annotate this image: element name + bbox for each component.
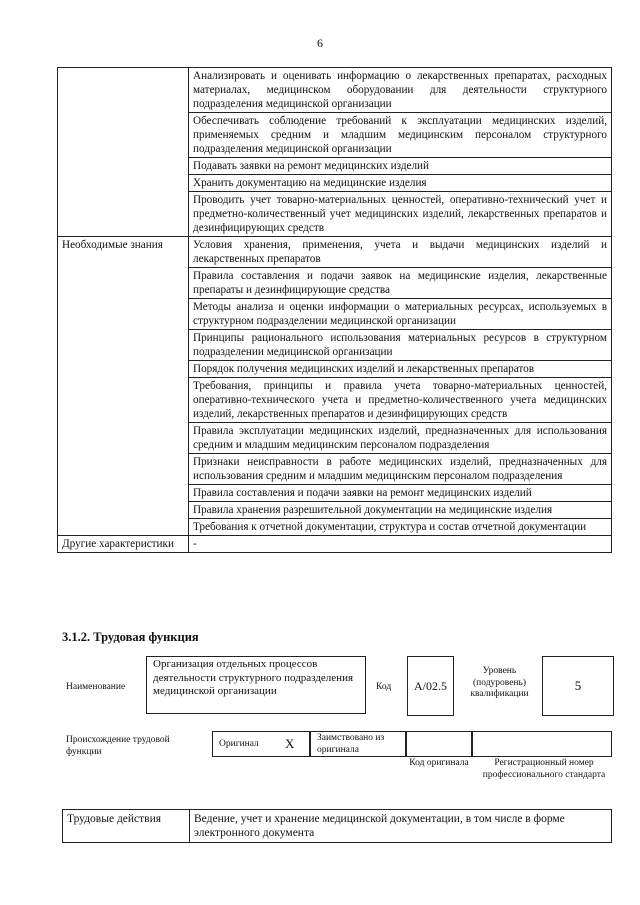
- requirements-item: Требования, принципы и правила учета товарно-материальных ценностей, оперативно-технического учета и предметно-количественного учета медицинских изделий, лекарственных препаратов и дезинфицирующих средств: [189, 378, 612, 423]
- original-code-cell: [406, 731, 472, 757]
- original-mark: X: [285, 736, 295, 751]
- requirements-table: [57, 67, 612, 553]
- page-number: 6: [317, 36, 323, 50]
- requirements-item: Правила хранения разрешительной документации на медицинские изделия: [189, 502, 612, 519]
- requirements-item: Требования к отчетной документации, структура и состав отчетной документации: [189, 519, 612, 536]
- requirements-item: Проводить учет товарно-материальных ценностей, оперативно-технический учет и предметно-количественный учет медицинских изделий, лекарственных препаратов и дезинфицирующих средств: [189, 192, 612, 237]
- original-label: Оригинал: [219, 739, 259, 749]
- requirements-group-label: Другие характеристики: [58, 536, 189, 553]
- original-cell: [212, 731, 310, 757]
- origin-label: Происхождение трудовой функции: [66, 735, 170, 757]
- borrowed-label: Заимствовано из оригинала: [317, 733, 385, 755]
- function-code-box: [407, 656, 454, 716]
- function-code-value: A/02.5: [414, 679, 447, 693]
- function-name-box: [146, 656, 366, 714]
- labor-actions-item: Ведение, учет и хранение медицинской документации, в том числе в форме электронного документа: [190, 810, 612, 843]
- requirements-item: Анализировать и оценивать информацию о лекарственных препаратах, расходных материалах, медицинском оборудовании для деятельности структурного подразделения медицинской организации: [189, 68, 612, 113]
- labor-actions-table: [62, 809, 612, 843]
- requirements-item: Подавать заявки на ремонт медицинских изделий: [189, 158, 612, 175]
- requirements-item: Обеспечивать соблюдение требований к эксплуатации медицинских изделий, применяемых средним и младшим медицинским персоналом структурного подразделения медицинской организации: [189, 113, 612, 158]
- labor-actions-row: [63, 810, 612, 843]
- function-name-value: Организация отдельных процессов деятельности структурного подразделения медицинской организации: [153, 658, 354, 697]
- requirements-row: [58, 536, 612, 553]
- level-value: 5: [574, 678, 582, 693]
- original-code-caption: Код оригинала: [409, 758, 469, 768]
- code-label: Код: [376, 682, 392, 692]
- requirements-item: Признаки неисправности в работе медицинских изделий, предназначенных для использования средним и младшим медицинским персоналом подразделения: [189, 454, 612, 485]
- reg-number-caption: Регистрационный номер профессионального стандарта: [482, 758, 606, 780]
- requirements-item: Правила составления и подачи заявок на медицинские изделия, лекарственные препараты и дезинфицирующие средства: [189, 268, 612, 299]
- origin-row: [212, 731, 612, 757]
- requirements-item: Условия хранения, применения, учета и выдачи медицинских изделий и лекарственных препаратов: [189, 237, 612, 268]
- level-box: [542, 656, 614, 716]
- requirements-item: Правила составления и подачи заявки на ремонт медицинских изделий: [189, 485, 612, 502]
- labor-actions-label: Трудовые действия: [63, 810, 190, 843]
- requirements-item: -: [189, 536, 612, 553]
- requirements-row: [58, 68, 612, 113]
- requirements-item: Правила эксплуатации медицинских изделий, предназначенных для использования средним и младшим медицинским персоналом подразделения: [189, 423, 612, 454]
- requirements-item: Порядок получения медицинских изделий и лекарственных препаратов: [189, 361, 612, 378]
- section-title: 3.1.2. Трудовая функция: [62, 630, 199, 644]
- reg-number-cell: [472, 731, 612, 757]
- requirements-row: [58, 237, 612, 268]
- name-label: Наименование: [66, 682, 126, 692]
- requirements-item: Принципы рационального использования материальных ресурсов в структурном подразделении медицинской организации: [189, 330, 612, 361]
- requirements-group-label: Необходимые знания: [58, 237, 189, 536]
- requirements-group-label: [58, 68, 189, 237]
- borrowed-cell: [310, 731, 406, 757]
- level-label: Уровень (подуровень) квалификации: [470, 666, 529, 699]
- requirements-item: Хранить документацию на медицинские изделия: [189, 175, 612, 192]
- requirements-item: Методы анализа и оценки информации о материальных ресурсах, используемых в структурном подразделении медицинской организации: [189, 299, 612, 330]
